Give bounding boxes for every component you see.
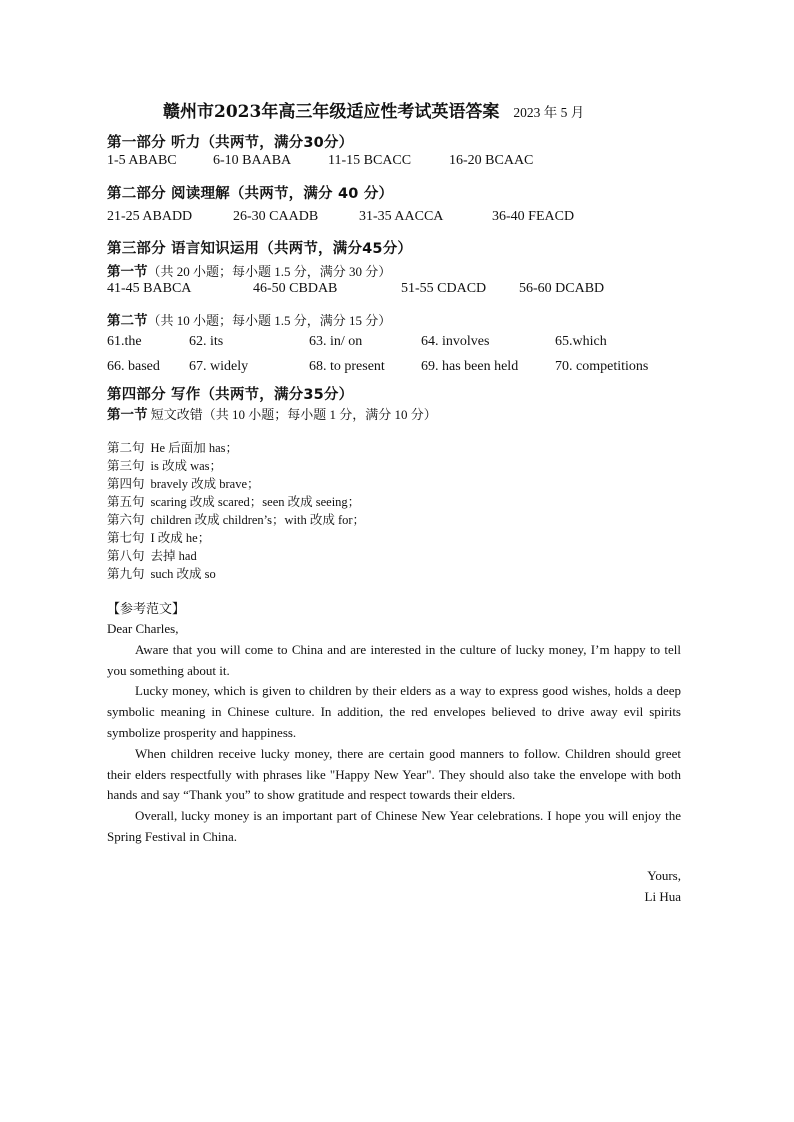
answer-group: 1-5 ABABC [107, 153, 177, 168]
essay-signature: Li Hua [644, 889, 681, 904]
part3-section1-answers [107, 281, 697, 301]
essay-heading: 【参考范文】 [107, 601, 186, 616]
section-label: 第一节 [107, 264, 148, 280]
part2-heading: 第二部分 阅读理解（共两节，满分 40 分） [107, 186, 394, 202]
sentence-key: 第二句 [107, 440, 145, 455]
answer-group: 56-60 DCABD [519, 281, 605, 296]
correction-text: is 改成 was； [150, 459, 223, 473]
answer-group: 41-45 BABCA [107, 281, 192, 296]
answer-group: 36-40 FEACD [492, 209, 575, 224]
essay-paragraph: Lucky money, which is given to children by their elders as a way to express good wishes, holds a deep symbolic meaning in Chinese culture. In addition, the red envelopes believed to drive away evil spirits symbolize prosperity and happiness. [107, 683, 681, 740]
correction-item [107, 564, 216, 582]
answer-group: 51-55 CDACD [401, 281, 487, 296]
section-note: （共 10 小题；每小题 1.5 分，满分 15 分） [147, 313, 392, 328]
sentence-key: 第四句 [107, 476, 145, 491]
section-label: 第一节 [107, 407, 148, 423]
part3-section1-heading [107, 260, 391, 280]
part1-answers [107, 153, 697, 173]
sentence-key: 第七句 [107, 530, 145, 545]
answer-item: 61.the [107, 334, 142, 349]
part4-heading: 第四部分 写作（共两节，满分35分） [107, 387, 354, 403]
correction-text: He 后面加 has； [150, 441, 239, 455]
correction-item [107, 528, 210, 546]
sentence-key: 第三句 [107, 458, 145, 473]
sample-essay [107, 619, 681, 848]
correction-item [107, 492, 360, 510]
answer-item: 70. competitions [555, 359, 649, 374]
sentence-key: 第九句 [107, 566, 145, 581]
correction-text: 去掉 had [150, 549, 197, 563]
sentence-key: 第六句 [107, 512, 145, 527]
correction-item [107, 510, 365, 528]
part2-answers [107, 209, 697, 229]
answer-item: 62. its [189, 334, 224, 349]
answer-group: 26-30 CAADB [233, 209, 319, 224]
sentence-key: 第八句 [107, 548, 145, 563]
correction-item [107, 474, 260, 492]
title-main: 赣州市2023年高三年级适应性考试英语答案 [163, 102, 500, 122]
answer-item: 69. has been held [421, 359, 519, 374]
answer-group: 11-15 BCACC [328, 153, 412, 168]
essay-paragraph: Overall, lucky money is an important part of Chinese New Year celebrations. I hope you will enjoy the Spring Festival in China. [107, 808, 681, 844]
essay-paragraph: When children receive lucky money, there are certain good manners to follow. Children should greet their elders respectfully with phrases like "Happy New Year". They should also take the envelope with both hands and say “Thank you” to show gratitude and respect towards their elders. [107, 745, 681, 803]
answer-group: 31-35 AACCA [359, 209, 444, 224]
part3-section2-row2 [107, 359, 697, 379]
answer-item: 65.which [555, 334, 607, 349]
correction-text: bravely 改成 brave； [150, 477, 260, 491]
page-title [163, 97, 643, 122]
part4-section1-heading [107, 403, 437, 423]
part3-heading: 第三部分 语言知识运用（共两节，满分45分） [107, 241, 413, 257]
part1-heading: 第一部分 听力（共两节，满分30分） [107, 135, 354, 151]
correction-item [107, 546, 197, 564]
section-note: 短文改错（共 10 小题；每小题 1 分，满分 10 分） [150, 407, 437, 422]
answer-item: 67. widely [189, 359, 249, 374]
correction-text: I 改成 he； [150, 531, 211, 545]
section-note: （共 20 小题；每小题 1.5 分，满分 30 分） [147, 264, 392, 279]
correction-text: scaring 改成 scared；seen 改成 seeing； [150, 495, 361, 509]
correction-text: such 改成 so [150, 567, 216, 581]
answer-group: 46-50 CBDAB [253, 281, 338, 296]
essay-greeting: Dear Charles, [107, 621, 179, 636]
answer-item: 63. in/ on [309, 334, 363, 349]
answer-group: 16-20 BCAAC [449, 153, 534, 168]
answer-item: 68. to present [309, 359, 385, 374]
correction-item [107, 438, 238, 456]
part3-section2-heading [107, 309, 391, 329]
essay-paragraph: Aware that you will come to China and are interested in the culture of lucky money, I’m happy to tell you something about it. [107, 641, 681, 678]
answer-group: 6-10 BAABA [213, 153, 292, 168]
section-label: 第二节 [107, 313, 148, 329]
answer-item: 66. based [107, 359, 160, 374]
part3-section2-row1 [107, 334, 697, 354]
answer-group: 21-25 ABADD [107, 209, 193, 224]
title-date: 2023 年 5 月 [513, 105, 585, 120]
correction-text: children 改成 children’s；with 改成 for； [150, 513, 366, 527]
essay-closing: Yours, [647, 868, 681, 883]
answer-item: 64. involves [421, 334, 490, 349]
sentence-key: 第五句 [107, 494, 145, 509]
correction-item [107, 456, 222, 474]
